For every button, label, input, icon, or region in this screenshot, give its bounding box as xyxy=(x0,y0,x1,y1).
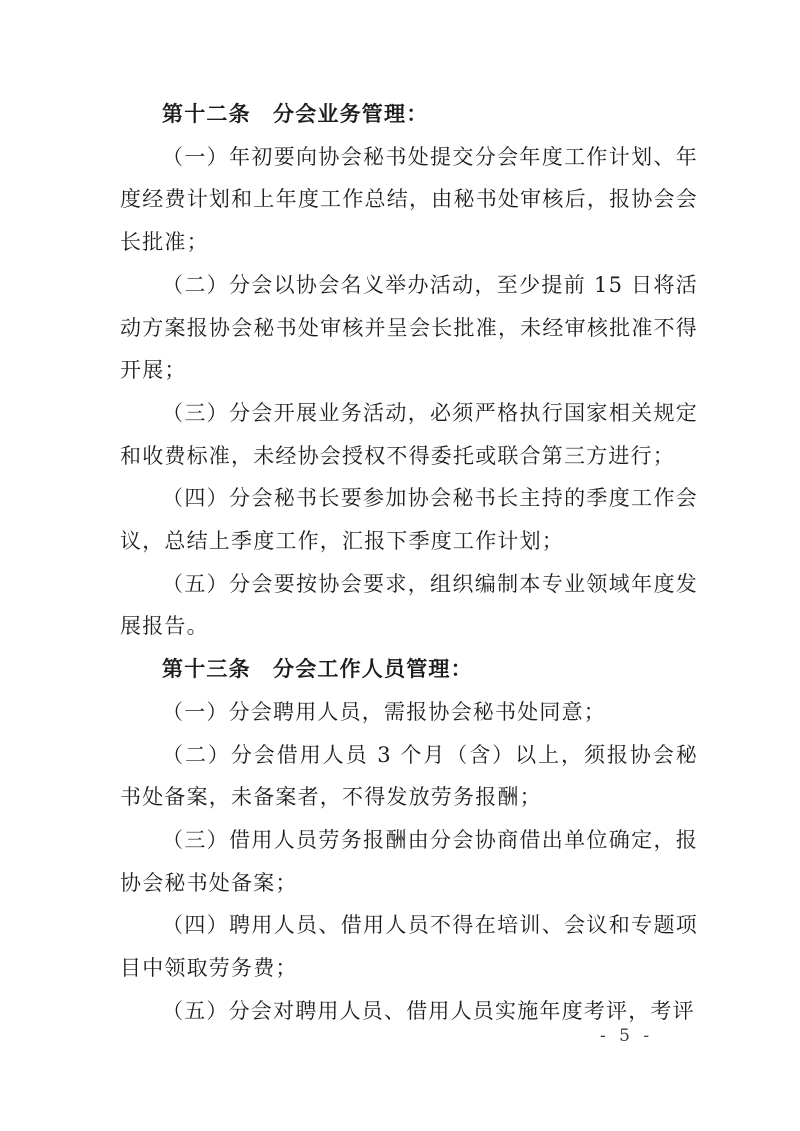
clause-paragraph: （二）分会以协会名义举办活动，至少提前 15 日将活动方案报协会秘书处审核并呈会长批准，未经审核批准不得开展； xyxy=(120,272,698,383)
clause-paragraph: （四）分会秘书长要参加协会秘书长主持的季度工作会议，总结上季度工作，汇报下季度工作计划； xyxy=(120,486,698,554)
clause-paragraph: （三）借用人员劳务报酬由分会协商借出单位确定，报协会秘书处备案； xyxy=(120,827,698,895)
clause-paragraph: （五）分会要按协会要求，组织编制本专业领域年度发展报告。 xyxy=(120,571,698,639)
clause-paragraph: （四）聘用人员、借用人员不得在培训、会议和专题项目中领取劳务费； xyxy=(120,913,698,981)
clause-paragraph: （一）分会聘用人员，需报协会秘书处同意； xyxy=(162,699,606,724)
article-heading: 第十三条 分会工作人员管理： xyxy=(162,656,473,682)
clause-paragraph: （二）分会借用人员 3 个月（含）以上，须报协会秘书处备案，未备案者，不得发放劳务报酬； xyxy=(120,742,698,810)
document-body xyxy=(120,93,698,1032)
clause-paragraph: （一）年初要向协会秘书处提交分会年度工作计划、年度经费计划和上年度工作总结，由秘书处审核后，报协会会长批准； xyxy=(120,144,698,255)
clause-paragraph: （三）分会开展业务活动，必须严格执行国家相关规定和收费标准，未经协会授权不得委托或联合第三方进行； xyxy=(120,400,698,468)
article-heading: 第十二条 分会业务管理： xyxy=(162,101,429,126)
page-number: - 5 - xyxy=(600,1026,654,1046)
clause-paragraph: （五）分会对聘用人员、借用人员实施年度考评，考评 xyxy=(162,998,695,1023)
